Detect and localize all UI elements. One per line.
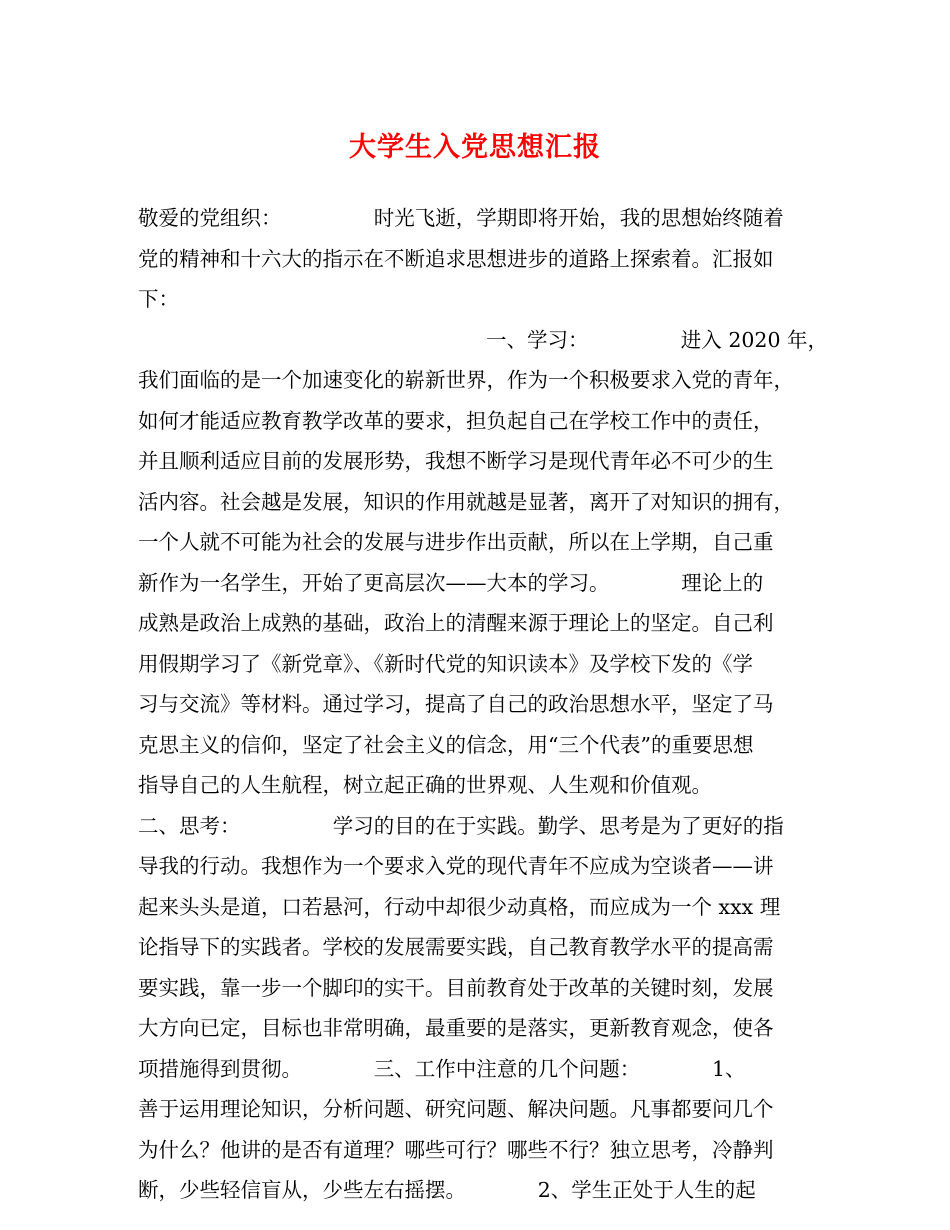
document-title: 大学生入党思想汇报 — [349, 132, 601, 163]
paragraph-line: 如何才能适应教育教学改革的要求，担负起自己在学校工作中的责任， — [138, 408, 774, 433]
paragraph-line: 成熟是政治上成熟的基础，政治上的清醒来源于理论上的坚定。自己利 — [138, 611, 774, 635]
paragraph-line: 党的精神和十六大的指示在不断追求思想进步的道路上探索着。汇报如 — [138, 246, 774, 271]
paragraph-line: 项措施得到贯彻。 三、工作中注意的几个问题： 1、 — [138, 1056, 746, 1081]
paragraph-line: 并且顺利适应目前的发展形势，我想不断学习是现代青年必不可少的生 — [138, 449, 774, 473]
paragraph-line: 一个人就不可能为社会的发展与进步作出贡献，所以在上学期，自己重 — [138, 530, 774, 554]
paragraph-line: 为什么？他讲的是否有道理？哪些可行？哪些不行？独立思考，冷静判 — [138, 1137, 774, 1162]
paragraph-line: 克思主义的信仰，坚定了社会主义的信念，用“三个代表”的重要思想 — [138, 732, 754, 757]
paragraph-line: 善于运用理论知识，分析问题、研究问题、解决问题。凡事都要问几个 — [138, 1097, 774, 1121]
document-body — [138, 198, 828, 1211]
paragraph-line: 指导自己的人生航程，树立起正确的世界观、人生观和价值观。 — [138, 773, 712, 797]
paragraph-line: 敬爱的党组织： 时光飞逝，学期即将开始，我的思想始终随着 — [138, 206, 784, 230]
paragraph-line: 断，少些轻信盲从，少些左右摇摆。 2、学生正处于人生的起 — [138, 1178, 756, 1202]
paragraph-line: 论指导下的实践者。学校的发展需要实践，自己教育教学水平的提高需 — [138, 935, 774, 959]
paragraph-line: 下： — [138, 287, 179, 311]
paragraph-line: 大方向已定，目标也非常明确，最重要的是落实，更新教育观念，使各 — [138, 1016, 774, 1040]
paragraph-line: 新作为一名学生，开始了更高层次——大本的学习。 理论上的 — [138, 570, 764, 595]
paragraph-line: 要实践，靠一步一个脚印的实干。目前教育处于改革的关键时刻，发展 — [138, 975, 774, 1000]
paragraph-line: 我们面临的是一个加速变化的崭新世界，作为一个积极要求入党的青年， — [138, 368, 794, 392]
paragraph-line: 用假期学习了《新党章》、《新时代党的知识读本》及学校下发的《学 — [138, 651, 753, 676]
paragraph-line: 导我的行动。我想作为一个要求入党的现代青年不应成为空谈者——讲 — [138, 854, 774, 878]
paragraph-line: 二、思考： 学习的目的在于实践。勤学、思考是为了更好的指 — [138, 813, 784, 838]
paragraph-line: 一、学习： 进入 2020 年， — [486, 327, 828, 352]
paragraph-line: 起来头头是道，口若悬河，行动中却很少动真格，而应成为一个 xxx 理 — [138, 894, 781, 919]
paragraph-line: 习与交流》等材料。通过学习，提高了自己的政治思想水平，坚定了马 — [138, 692, 774, 716]
paragraph-line: 活内容。社会越是发展，知识的作用就越是显著，离开了对知识的拥有， — [138, 489, 794, 514]
